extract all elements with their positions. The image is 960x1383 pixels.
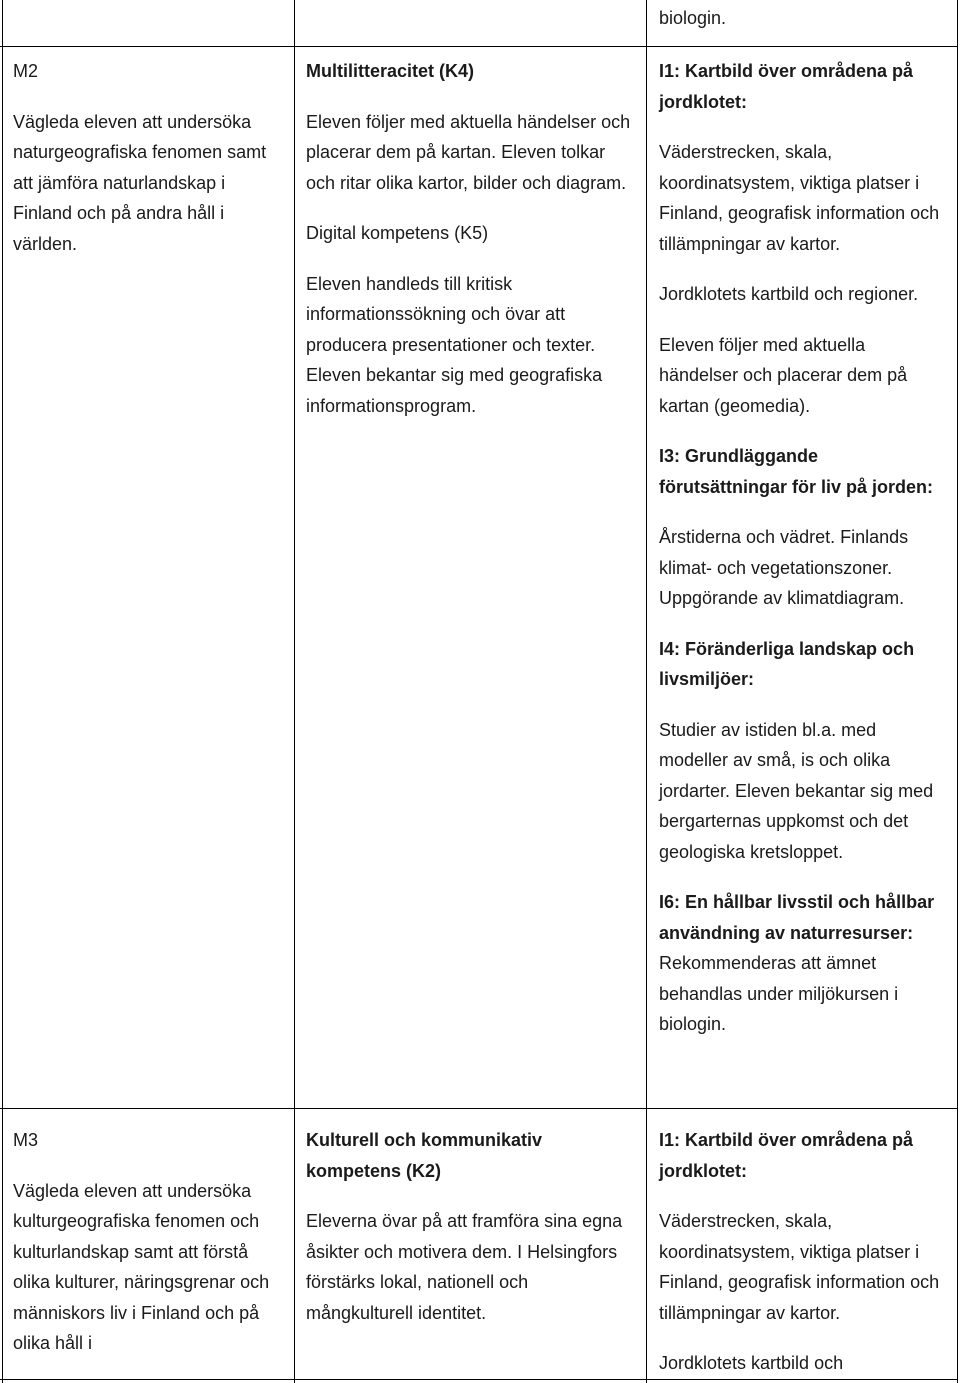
k4-text: Eleven följer med aktuella händelser och placerar dem på kartan. Eleven tolkar och ritar olika kartor, bilder och diagram.	[306, 111, 631, 193]
border-row-divider	[0, 1108, 958, 1109]
m2-goal-cell	[13, 56, 288, 279]
m3-goal-text: Vägleda eleven att undersöka kulturgeografiska fenomen och kulturlandskap samt att förstå olika kulturer, näringsgrenar och människors liv i Finland och på olika håll i	[13, 1180, 270, 1353]
m2-i1-p2: Jordklotets kartbild och regioner.	[659, 284, 919, 304]
m3-goal-cell	[13, 1125, 288, 1379]
m2-i1-p1: Väderstrecken, skala, koordinatsystem, viktiga platser i Finland, geografisk information och tillämpningar av kartor.	[659, 142, 940, 254]
top-fragment-cell	[659, 3, 949, 34]
m2-i6-heading: I6: En hållbar livsstil och hållbar användning av naturresurser:	[659, 892, 935, 943]
border-left	[2, 0, 3, 1383]
m3-i1-p2: Jordklotets kartbild och	[659, 1353, 844, 1373]
m3-i1-heading: I1: Kartbild över områdena på jordklotet:	[659, 1130, 914, 1181]
m2-content-cell	[659, 56, 949, 1040]
m2-i4-text: Studier av istiden bl.a. med modeller av små, is och olika jordarter. Eleven bekantar sig med bergarternas uppkomst och det geologiska kretsloppet.	[659, 719, 934, 862]
border-row-top	[0, 46, 958, 47]
border-col-divider-1	[294, 0, 295, 1383]
border-col-divider-2	[646, 0, 647, 1383]
m3-content-cell	[659, 1125, 949, 1379]
m2-i6-text: Rekommenderas att ämnet behandlas under miljökursen i biologin.	[659, 953, 899, 1034]
border-bottom	[0, 1379, 958, 1380]
m2-i1-heading: I1: Kartbild över områdena på jordklotet:	[659, 61, 914, 112]
k5-heading: Digital kompetens (K5)	[306, 223, 489, 243]
m2-i3-heading: I3: Grundläggande förutsättningar för liv på jorden:	[659, 446, 934, 497]
m3-competence-cell	[306, 1125, 638, 1348]
k5-text: Eleven handleds till kritisk informationssökning och övar att producera presentationer och texter. Eleven bekantar sig med geografiska informationsprogram.	[306, 273, 603, 416]
m2-competence-cell	[306, 56, 638, 441]
k2-text: Eleverna övar på att framföra sina egna åsikter och motivera dem. I Helsingfors förstärks lokal, nationell och mångkulturell identitet.	[306, 1211, 623, 1323]
m2-i3-text: Årstiderna och vädret. Finlands klimat- och vegetationszoner. Uppgörande av klimatdiagram.	[659, 527, 909, 608]
m2-i1-p3: Eleven följer med aktuella händelser och placerar dem på kartan (geomedia).	[659, 334, 908, 416]
k4-heading: Multilitteracitet (K4)	[306, 61, 475, 81]
top-fragment-text: biologin.	[659, 8, 727, 28]
m3-i1-p1: Väderstrecken, skala, koordinatsystem, viktiga platser i Finland, geografisk information och tillämpningar av kartor.	[659, 1211, 940, 1323]
k2-heading: Kulturell och kommunikativ kompetens (K2)	[306, 1130, 543, 1181]
border-right	[957, 0, 958, 1383]
m3-code: M3	[13, 1130, 39, 1150]
m2-i4-heading: I4: Föränderliga landskap och livsmiljöer:	[659, 638, 915, 689]
m2-goal-text: Vägleda eleven att undersöka naturgeografiska fenomen samt att jämföra naturlandskap i Finland och på andra håll i världen.	[13, 111, 267, 254]
m2-code: M2	[13, 61, 39, 81]
